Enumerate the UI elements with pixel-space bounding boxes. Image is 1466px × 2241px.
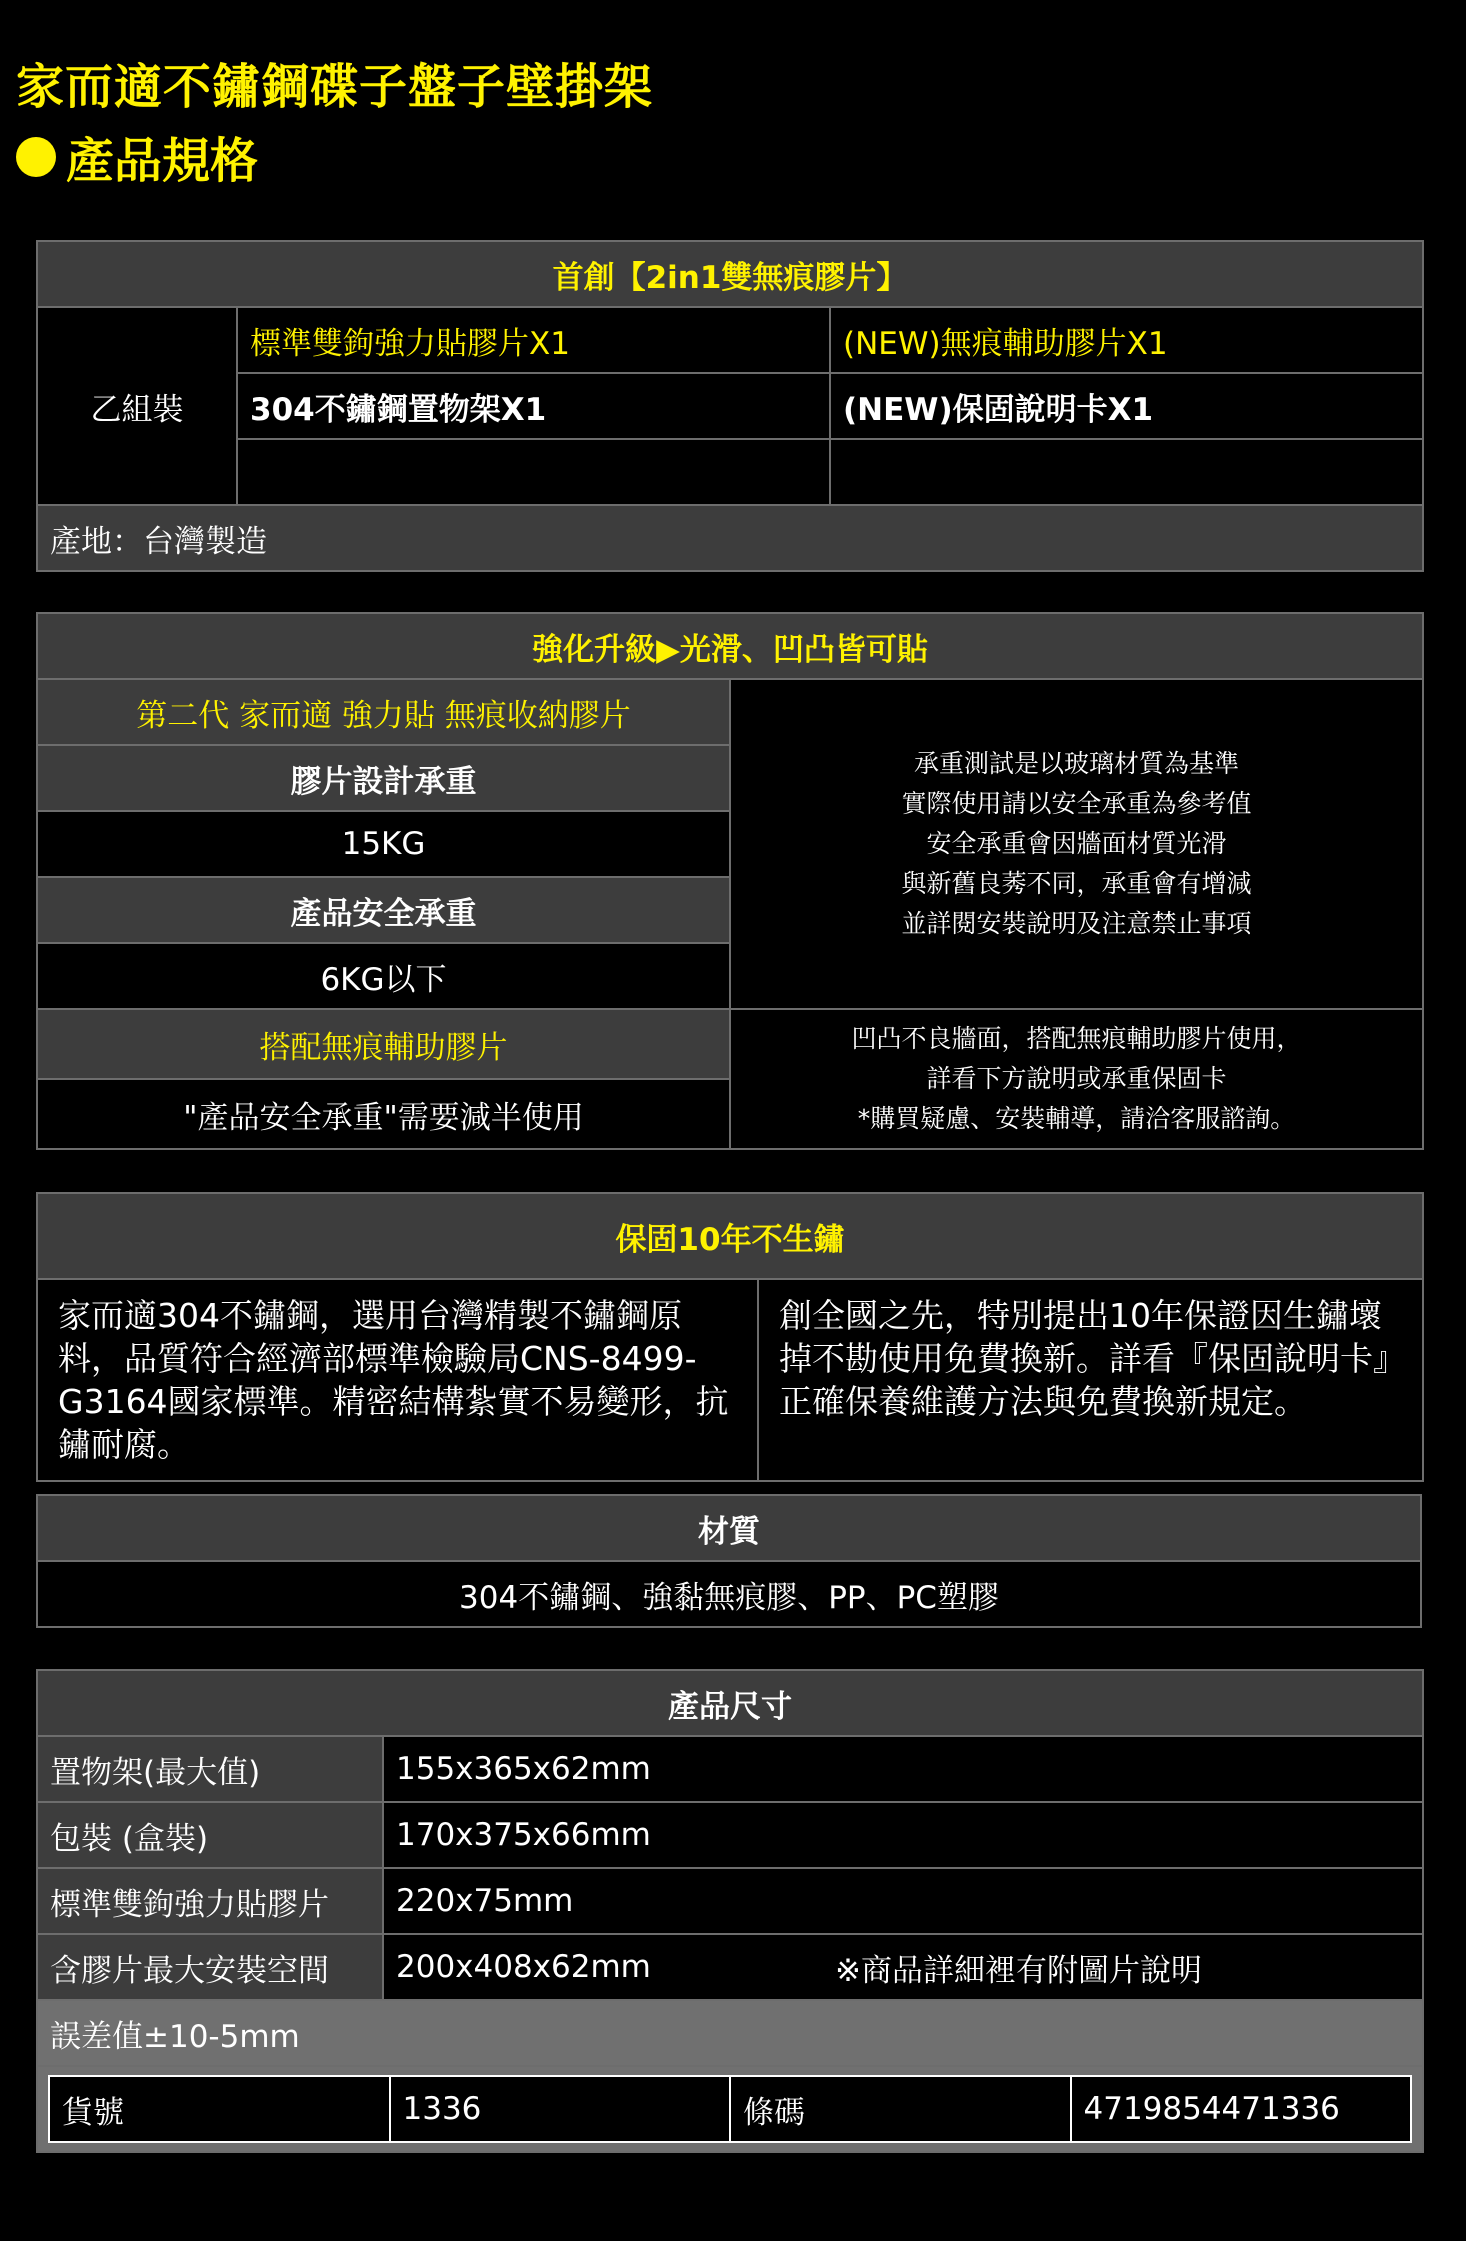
load-note-line: 與新舊良莠不同，承重會有增減 bbox=[901, 869, 1252, 898]
design-load-label: 膠片設計承重 bbox=[37, 745, 730, 811]
size-value: 200x408x62mm bbox=[383, 1934, 823, 2000]
load-note-line: 實際使用請以安全承重為參考值 bbox=[901, 789, 1252, 818]
product-name: 第二代 家而適 強力貼 無痕收納膠片 bbox=[37, 679, 730, 745]
warranty-title: 保固10年不生鏽 bbox=[37, 1193, 1423, 1279]
package-table bbox=[36, 240, 1424, 572]
sku-table bbox=[48, 2075, 1412, 2143]
size-value: 155x365x62mm bbox=[383, 1736, 1423, 1802]
aux-note-line: 凹凸不良牆面，搭配無痕輔助膠片使用， bbox=[851, 1024, 1302, 1053]
size-label: 包裝 (盒裝) bbox=[37, 1802, 383, 1868]
warranty-right-text: 創全國之先，特別提出10年保證因生鏽壞掉不勘使用免費換新。詳看『保固說明卡』正確保養維護方法與免費換新規定。 bbox=[758, 1279, 1423, 1481]
barcode-value: 4719854471336 bbox=[1071, 2076, 1412, 2142]
size-value: 220x75mm bbox=[383, 1868, 1423, 1934]
sku-label: 貨號 bbox=[49, 2076, 390, 2142]
material-title: 材質 bbox=[37, 1495, 1421, 1561]
barcode-label: 條碼 bbox=[730, 2076, 1071, 2142]
warranty-table bbox=[36, 1192, 1424, 1482]
package-empty-cell bbox=[830, 439, 1423, 505]
tolerance: 誤差值±10-5mm bbox=[37, 2000, 1423, 2066]
sku-value: 1336 bbox=[390, 2076, 731, 2142]
size-label: 含膠片最大安裝空間 bbox=[37, 1934, 383, 2000]
section-subtitle bbox=[16, 122, 258, 191]
load-note-line: 安全承重會因牆面材質光滑 bbox=[926, 829, 1227, 858]
design-load-value: 15KG bbox=[37, 811, 730, 877]
load-note-line: 承重測試是以玻璃材質為基準 bbox=[913, 749, 1239, 778]
subtitle-text: 產品規格 bbox=[66, 133, 259, 189]
page-title: 家而適不鏽鋼碟子盤子壁掛架 bbox=[16, 59, 654, 115]
package-title: 首創【2in1雙無痕膠片】 bbox=[37, 241, 1423, 307]
aux-notes bbox=[730, 1009, 1423, 1149]
safe-load-label: 產品安全承重 bbox=[37, 877, 730, 943]
package-item-1: 標準雙鉤強力貼膠片X1 bbox=[237, 307, 830, 373]
size-value: 170x375x66mm bbox=[383, 1802, 1423, 1868]
package-item-4: (NEW)保固說明卡X1 bbox=[830, 373, 1423, 439]
size-label: 置物架(最大值) bbox=[37, 1736, 383, 1802]
warranty-left-text: 家而適304不鏽鋼，選用台灣精製不鏽鋼原料，品質符合經濟部標準檢驗局CNS-8499-G3164國家標準。精密結構紮實不易變形，抗鏽耐腐。 bbox=[37, 1279, 758, 1481]
group-label: 乙組裝 bbox=[37, 307, 237, 505]
load-title: 強化升級▶光滑、凹凸皆可貼 bbox=[37, 613, 1423, 679]
aux-note-line: 詳看下方說明或承重保固卡 bbox=[926, 1064, 1227, 1093]
package-item-2: (NEW)無痕輔助膠片X1 bbox=[830, 307, 1423, 373]
size-note: ※商品詳細裡有附圖片說明 bbox=[823, 1934, 1423, 2000]
load-table bbox=[36, 612, 1424, 1150]
aux-value: "產品安全承重"需要減半使用 bbox=[37, 1079, 730, 1149]
package-item-3: 304不鏽鋼置物架X1 bbox=[237, 373, 830, 439]
material-value: 304不鏽鋼、強黏無痕膠、PP、PC塑膠 bbox=[37, 1561, 1421, 1627]
aux-label: 搭配無痕輔助膠片 bbox=[37, 1009, 730, 1079]
size-label: 標準雙鉤強力貼膠片 bbox=[37, 1868, 383, 1934]
origin: 產地：台灣製造 bbox=[37, 505, 1423, 571]
safe-load-value: 6KG以下 bbox=[37, 943, 730, 1009]
load-note-line: 並詳閱安裝說明及注意禁止事項 bbox=[901, 909, 1252, 938]
aux-note-line: *購買疑慮、安裝輔導，請洽客服諮詢。 bbox=[857, 1104, 1296, 1133]
sku-row-container bbox=[37, 2066, 1423, 2152]
material-table bbox=[36, 1494, 1422, 1628]
package-empty-cell bbox=[237, 439, 830, 505]
size-table bbox=[36, 1669, 1424, 2153]
bullet-dot-icon bbox=[16, 137, 56, 177]
size-title: 產品尺寸 bbox=[37, 1670, 1423, 1736]
load-notes bbox=[730, 679, 1423, 1009]
